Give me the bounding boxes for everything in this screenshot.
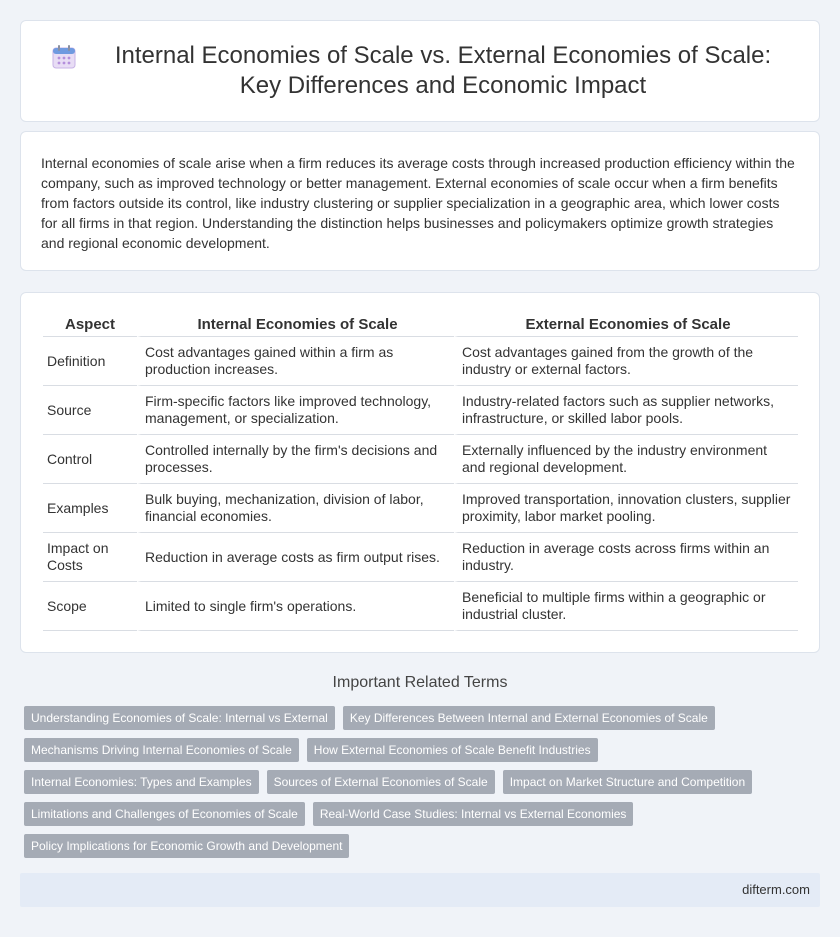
comparison-table-card <box>20 292 820 653</box>
table-row <box>43 337 798 386</box>
table-row <box>43 582 798 631</box>
related-term-link[interactable]: Sources of External Economies of Scale <box>267 770 495 794</box>
related-term-link[interactable]: Key Differences Between Internal and External Economies of Scale <box>343 706 715 730</box>
column-header-external: External Economies of Scale <box>454 315 798 337</box>
related-term-link[interactable]: How External Economies of Scale Benefit Industries <box>307 738 598 762</box>
table-row <box>43 533 798 582</box>
external-cell: Externally influenced by the industry environment and regional development. <box>454 435 798 484</box>
column-header-internal: Internal Economies of Scale <box>137 315 454 337</box>
column-header-aspect: Aspect <box>43 315 137 337</box>
related-term-link[interactable]: Impact on Market Structure and Competition <box>503 770 752 794</box>
table-row <box>43 435 798 484</box>
tag-row <box>24 770 824 802</box>
related-term-link[interactable]: Real-World Case Studies: Internal vs External Economies <box>313 802 634 826</box>
internal-cell: Firm-specific factors like improved technology, management, or specialization. <box>137 386 454 435</box>
aspect-cell: Definition <box>43 337 137 386</box>
internal-cell: Bulk buying, mechanization, division of labor, financial economies. <box>137 484 454 533</box>
intro-card <box>20 131 820 271</box>
related-term-link[interactable]: Mechanisms Driving Internal Economies of Scale <box>24 738 299 762</box>
external-cell: Beneficial to multiple firms within a geographic or industrial cluster. <box>454 582 798 631</box>
tag-row <box>24 738 824 770</box>
aspect-cell: Control <box>43 435 137 484</box>
footer-bar <box>20 873 820 907</box>
internal-cell: Cost advantages gained within a firm as production increases. <box>137 337 454 386</box>
table-row <box>43 386 798 435</box>
external-cell: Reduction in average costs across firms within an industry. <box>454 533 798 582</box>
related-term-link[interactable]: Limitations and Challenges of Economies of Scale <box>24 802 305 826</box>
header-card <box>20 20 820 122</box>
related-terms-heading: Important Related Terms <box>332 674 508 691</box>
related-term-link[interactable]: Understanding Economies of Scale: Internal vs External <box>24 706 335 730</box>
tag-row <box>24 834 824 866</box>
table-row <box>43 484 798 533</box>
aspect-cell: Source <box>43 386 137 435</box>
tag-row <box>24 706 824 738</box>
aspect-cell: Impact on Costs <box>43 533 137 582</box>
footer-site-link[interactable]: difterm.com <box>742 882 810 897</box>
related-terms-list <box>24 706 824 866</box>
internal-cell: Limited to single firm's operations. <box>137 582 454 631</box>
external-cell: Cost advantages gained from the growth of the industry or external factors. <box>454 337 798 386</box>
comparison-table <box>43 315 798 631</box>
intro-paragraph: Internal economies of scale arise when a firm reduces its average costs through increased production efficiency within the company, such as improved technology or better management. External economies of scale occur when a firm benefits from factors outside its control, like industry clustering or supplier specialization in a geographic area, which lower costs for all firms in that region. Understanding the distinction helps businesses and policymakers optimize growth strategies and regional economic development. <box>41 155 795 251</box>
tag-row <box>24 802 824 834</box>
external-cell: Industry-related factors such as supplier networks, infrastructure, or skilled labor pools. <box>454 386 798 435</box>
external-cell: Improved transportation, innovation clusters, supplier proximity, labor market pooling. <box>454 484 798 533</box>
calendar-icon <box>51 44 77 70</box>
related-term-link[interactable]: Internal Economies: Types and Examples <box>24 770 259 794</box>
table-header-row <box>43 315 798 337</box>
aspect-cell: Examples <box>43 484 137 533</box>
page-title: Internal Economies of Scale vs. External Economies of Scale: Key Differences and Economic Impact <box>114 42 772 99</box>
internal-cell: Reduction in average costs as firm output rises. <box>137 533 454 582</box>
internal-cell: Controlled internally by the firm's decisions and processes. <box>137 435 454 484</box>
related-term-link[interactable]: Policy Implications for Economic Growth and Development <box>24 834 349 858</box>
aspect-cell: Scope <box>43 582 137 631</box>
